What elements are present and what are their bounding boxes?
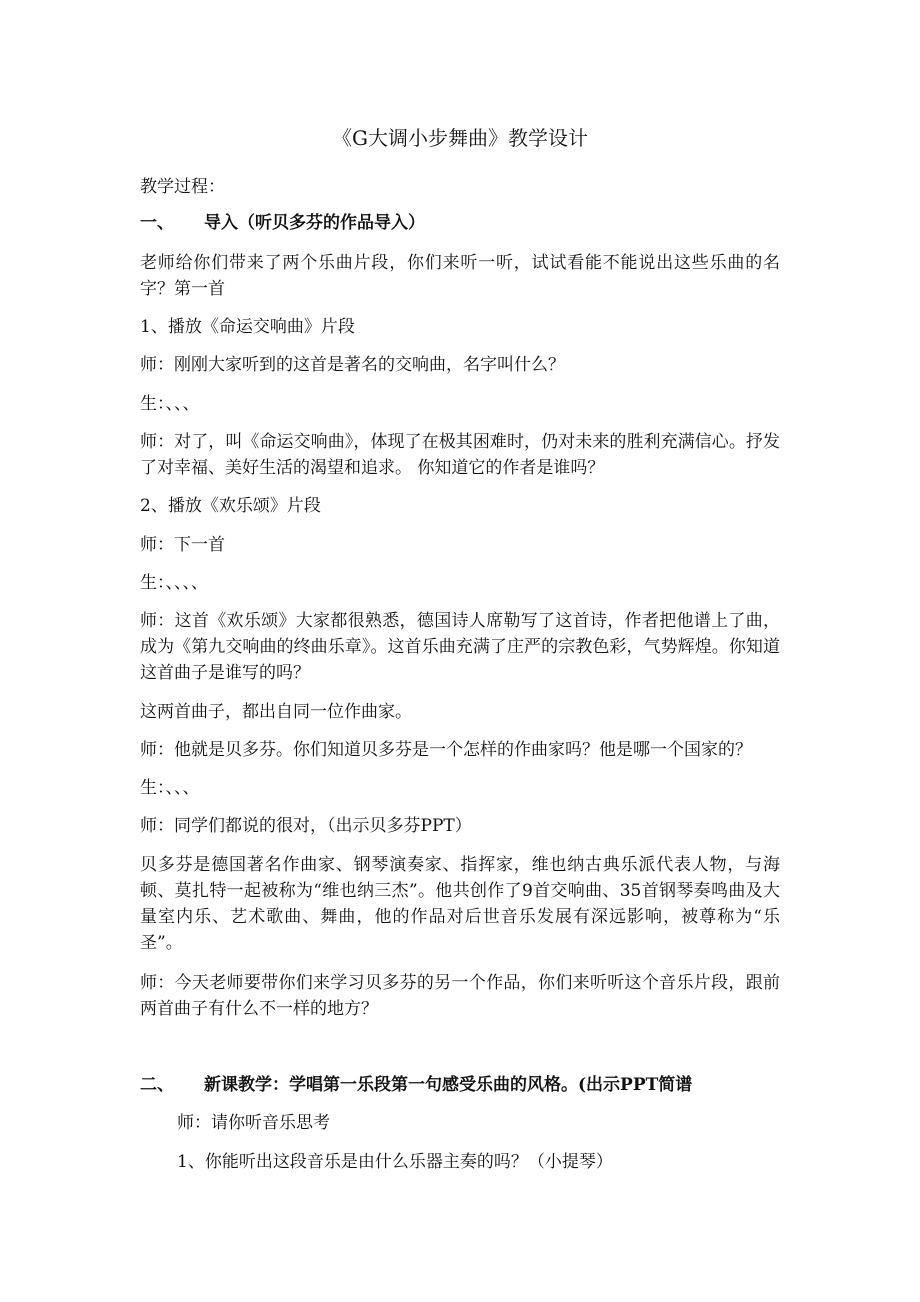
list-item-1: 1、播放《命运交响曲》片段 <box>140 317 355 337</box>
section-title-1: 导入（听贝多芬的作品导入） <box>204 213 425 233</box>
teacher-line-4: 师：今天老师要带你们来学习贝多芬的另一个作品，你们来听听这个音乐片段，跟前两首曲子有什么不一样的地方？ <box>140 973 780 1019</box>
section-number-2: 二、 <box>140 1075 174 1095</box>
teacher-question-3: 师：他就是贝多芬。你们知道贝多芬是一个怎样的作曲家吗？他是哪一个国家的？ <box>140 740 752 760</box>
intro-paragraph: 老师给你们带来了两个乐曲片段，你们来听一听，试试看能不能说出这些乐曲的名字？第一首 <box>140 253 780 299</box>
list-item-3: 1、你能听出这段音乐是由什么乐器主奏的吗？（小提琴） <box>177 1152 613 1172</box>
beethoven-bio: 贝多芬是德国著名作曲家、钢琴演奏家、指挥家，维也纳古典乐派代表人物，与海顿、莫扎特一起被称为“维也纳三杰”。他共创作了9首交响曲、35首钢琴奏鸣曲及大量室内乐、艺术歌曲、舞曲，他的作品对后世音乐发展有深远影响，被尊称为“乐圣”。 <box>140 855 780 953</box>
student-reply-3: 生：、、、 <box>140 778 200 798</box>
section-number-1: 一、 <box>140 213 174 233</box>
student-reply-1: 生：、、、 <box>140 394 200 414</box>
teacher-line-5: 师：请你听音乐思考 <box>177 1113 330 1133</box>
section-heading-1 <box>140 211 425 235</box>
process-label: 教学过程： <box>140 177 225 197</box>
same-composer-line: 这两首曲子，都出自同一位作曲家。 <box>140 702 412 722</box>
teacher-answer-2: 师：这首《欢乐颂》大家都很熟悉，德国诗人席勒写了这首诗，作者把他谱上了曲，成为《第九交响曲的终曲乐章》。这首乐曲充满了庄严的宗教色彩，气势辉煌。你知道这首曲子是谁写的吗？ <box>140 611 780 683</box>
teacher-line-2: 师：下一首 <box>140 535 225 555</box>
section-heading-2 <box>140 1073 692 1097</box>
list-item-2: 2、播放《欢乐颂》片段 <box>140 496 321 516</box>
teacher-question-1: 师：刚刚大家听到的这首是著名的交响曲，名字叫什么？ <box>140 355 565 375</box>
teacher-answer-1: 师：对了，叫《命运交响曲》，体现了在极其困难时，仍对未来的胜利充满信心。抒发了对幸福、美好生活的渴望和追求。 你知道它的作者是谁吗？ <box>140 432 780 478</box>
section-title-2: 新课教学：学唱第一乐段第一句感受乐曲的风格。(出示PPT简谱 <box>204 1075 693 1095</box>
student-reply-2: 生：、、、、 <box>140 573 208 593</box>
document-title: 《G大调小步舞曲》教学设计 <box>332 126 588 150</box>
teacher-line-3: 师：同学们都说的很对，（出示贝多芬PPT） <box>140 816 472 836</box>
